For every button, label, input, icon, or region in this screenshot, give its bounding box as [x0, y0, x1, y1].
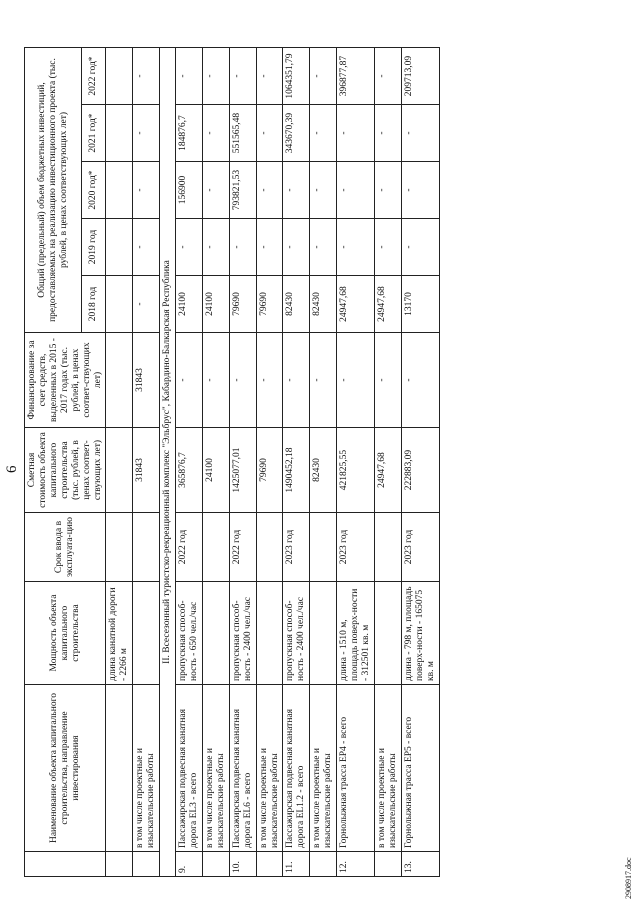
cell-capacity — [256, 582, 283, 685]
cell-term — [133, 513, 160, 582]
cell-fin: - — [374, 333, 401, 428]
cell-capacity — [202, 582, 229, 685]
header-budget-group: Общий (предельный) объем бюджетных инвестиций, предоставляемых на реализацию инвестиционного проекта (тыс. рублей, в ценах соответствующих лет) — [25, 48, 82, 333]
cell-name — [106, 685, 133, 852]
cell-y2020: - — [401, 162, 439, 219]
cell-num: 10. — [229, 852, 256, 877]
cell-y2022: 1064351,79 — [283, 48, 310, 105]
cell-y2018: 79690 — [256, 276, 283, 333]
table-row — [401, 48, 439, 877]
cell-term: 2023 год — [283, 513, 310, 582]
cell-y2022: 209713,09 — [401, 48, 439, 105]
cell-capacity: длина - 798 м, площадь поверх-ности - 165075 кв. м — [401, 582, 439, 685]
cell-y2020: - — [337, 162, 375, 219]
cell-name: Горнолыжная трасса EP4 - всего — [337, 685, 375, 852]
cell-y2020: - — [310, 162, 337, 219]
cell-fin: - — [202, 333, 229, 428]
cell-y2021: - — [374, 105, 401, 162]
cell-y2022: - — [229, 48, 256, 105]
cell-term — [256, 513, 283, 582]
cell-y2021: 184876,7 — [176, 105, 203, 162]
cell-y2019: - — [310, 219, 337, 276]
header-financing: Финансирование за счет средств, выделенных в 2015 - 2017 годах (тыс. рублей, в ценах соответ-ствующих лет) — [25, 333, 106, 428]
cell-num — [106, 852, 133, 877]
cell-y2021: - — [401, 105, 439, 162]
cell-y2022: - — [133, 48, 160, 105]
cell-name: в том числе проектные и изыскательские работы — [202, 685, 229, 852]
header-year: 2021 год* — [82, 105, 106, 162]
cell-y2019 — [106, 219, 133, 276]
cell-y2021 — [106, 105, 133, 162]
cell-fin: - — [283, 333, 310, 428]
cell-term — [310, 513, 337, 582]
cell-y2020: 793821,53 — [229, 162, 256, 219]
cell-term — [374, 513, 401, 582]
cell-y2020 — [106, 162, 133, 219]
cell-fin — [106, 333, 133, 428]
cell-fin: - — [229, 333, 256, 428]
cell-cost: 1425077,01 — [229, 428, 256, 513]
cell-y2019: - — [202, 219, 229, 276]
cell-y2018: 24100 — [176, 276, 203, 333]
cell-y2020: - — [374, 162, 401, 219]
cell-y2021: - — [133, 105, 160, 162]
header-cost: Сметная стоимость объекта капитального строительства (тыс. рублей, в ценах соответ-ствующих лет) — [25, 428, 106, 513]
cell-y2021: 343670,39 — [283, 105, 310, 162]
cell-y2019: - — [176, 219, 203, 276]
header-capacity: Мощность объекта капитального строительства — [25, 582, 106, 685]
table-row — [202, 48, 229, 877]
table-body — [106, 48, 439, 877]
cell-num: 13. — [401, 852, 439, 877]
cell-y2022: - — [176, 48, 203, 105]
cell-capacity: длина - 1510 м, площадь поверх-ности - 312501 кв. м — [337, 582, 375, 685]
cell-term: 2023 год — [401, 513, 439, 582]
header-name: Наименование объекта капитального строительства, направление инвестирования — [25, 685, 106, 852]
cell-cost: 365876,7 — [176, 428, 203, 513]
cell-y2022: - — [202, 48, 229, 105]
cell-num — [133, 852, 160, 877]
header-year: 2019 год — [82, 219, 106, 276]
cell-num: 9. — [176, 852, 203, 877]
cell-name: Пассажирская подвесная канатная дорога EL1.2 - всего — [283, 685, 310, 852]
cell-cost: 82430 — [310, 428, 337, 513]
cell-cost: 24100 — [202, 428, 229, 513]
cell-term: 2022 год — [176, 513, 203, 582]
table-row — [310, 48, 337, 877]
cell-y2020: 156900 — [176, 162, 203, 219]
cell-y2020: - — [202, 162, 229, 219]
cell-fin: 31843 — [133, 333, 160, 428]
cell-name: в том числе проектные и изыскательские работы — [310, 685, 337, 852]
cell-capacity — [133, 582, 160, 685]
cell-y2021: - — [202, 105, 229, 162]
cell-capacity: пропускная способ-ность - 650 чел./час — [176, 582, 203, 685]
cell-capacity — [310, 582, 337, 685]
cell-y2021: - — [310, 105, 337, 162]
investment-table — [24, 47, 440, 877]
cell-y2018: - — [133, 276, 160, 333]
cell-num — [202, 852, 229, 877]
cell-y2022: 396877,87 — [337, 48, 375, 105]
cell-fin: - — [256, 333, 283, 428]
footer-filename: 2908917.doc — [624, 857, 633, 899]
header-year: 2020 год* — [82, 162, 106, 219]
cell-fin: - — [310, 333, 337, 428]
cell-term: 2023 год — [337, 513, 375, 582]
cell-y2019: - — [337, 219, 375, 276]
page-number: 6 — [4, 465, 20, 473]
cell-y2022: - — [256, 48, 283, 105]
header-year: 2018 год — [82, 276, 106, 333]
cell-capacity: длина канатной дороги - 2266 м — [106, 582, 133, 685]
table-row — [229, 48, 256, 877]
cell-y2021: 551565,48 — [229, 105, 256, 162]
cell-cost: 421825,55 — [337, 428, 375, 513]
table-row — [256, 48, 283, 877]
header-term: Срок ввода в эксплуата-цию — [25, 513, 106, 582]
section-row — [160, 48, 176, 877]
cell-name: Пассажирская подвесная канатная дорога EL3 - всего — [176, 685, 203, 852]
cell-y2022: - — [310, 48, 337, 105]
table-row — [337, 48, 375, 877]
table-row — [176, 48, 203, 877]
cell-capacity: пропускная способ-ность - 2400 чел./час — [283, 582, 310, 685]
cell-y2020: - — [133, 162, 160, 219]
cell-cost: 79690 — [256, 428, 283, 513]
cell-y2020: - — [283, 162, 310, 219]
cell-y2021: - — [337, 105, 375, 162]
cell-name: Пассажирская подвесная канатная дорога EL6 - всего — [229, 685, 256, 852]
cell-cost: 1490452,18 — [283, 428, 310, 513]
cell-y2018: 79690 — [229, 276, 256, 333]
cell-y2019: - — [283, 219, 310, 276]
cell-y2019: - — [229, 219, 256, 276]
cell-y2019: - — [401, 219, 439, 276]
table-row — [106, 48, 133, 877]
cell-num — [374, 852, 401, 877]
cell-y2022: - — [374, 48, 401, 105]
cell-num — [310, 852, 337, 877]
cell-y2022 — [106, 48, 133, 105]
cell-name: Горнолыжная трасса EP5 - всего — [401, 685, 439, 852]
cell-y2018: 13170 — [401, 276, 439, 333]
cell-cost: 24947,68 — [374, 428, 401, 513]
cell-term: 2022 год — [229, 513, 256, 582]
cell-y2019: - — [256, 219, 283, 276]
cell-num: 12. — [337, 852, 375, 877]
cell-y2021: - — [256, 105, 283, 162]
cell-y2018 — [106, 276, 133, 333]
cell-fin: - — [401, 333, 439, 428]
cell-name: в том числе проектные и изыскательские работы — [133, 685, 160, 852]
table-row — [374, 48, 401, 877]
cell-y2018: 24100 — [202, 276, 229, 333]
cell-capacity — [374, 582, 401, 685]
cell-capacity: пропускная способ-ность - 2400 чел./час — [229, 582, 256, 685]
cell-cost: 222883,09 — [401, 428, 439, 513]
cell-y2020: - — [256, 162, 283, 219]
cell-cost: 31843 — [133, 428, 160, 513]
cell-y2018: 24947,68 — [374, 276, 401, 333]
cell-name: в том числе проектные и изыскательские работы — [256, 685, 283, 852]
cell-term — [202, 513, 229, 582]
table-row — [283, 48, 310, 877]
header-year: 2022 год* — [82, 48, 106, 105]
cell-term — [106, 513, 133, 582]
cell-num: 11. — [283, 852, 310, 877]
cell-fin: - — [337, 333, 375, 428]
cell-y2019: - — [374, 219, 401, 276]
cell-y2018: 82430 — [310, 276, 337, 333]
cell-cost — [106, 428, 133, 513]
cell-num — [256, 852, 283, 877]
cell-y2018: 24947,68 — [337, 276, 375, 333]
cell-y2019: - — [133, 219, 160, 276]
header-num — [25, 852, 106, 877]
cell-y2018: 82430 — [283, 276, 310, 333]
table-row — [133, 48, 160, 877]
cell-fin: - — [176, 333, 203, 428]
section-title: II. Всесезонный туристско-рекреационный комплекс "Эльбрус", Кабардино-Балкарская Республика — [160, 48, 176, 877]
cell-name: в том числе проектные и изыскательские работы — [374, 685, 401, 852]
